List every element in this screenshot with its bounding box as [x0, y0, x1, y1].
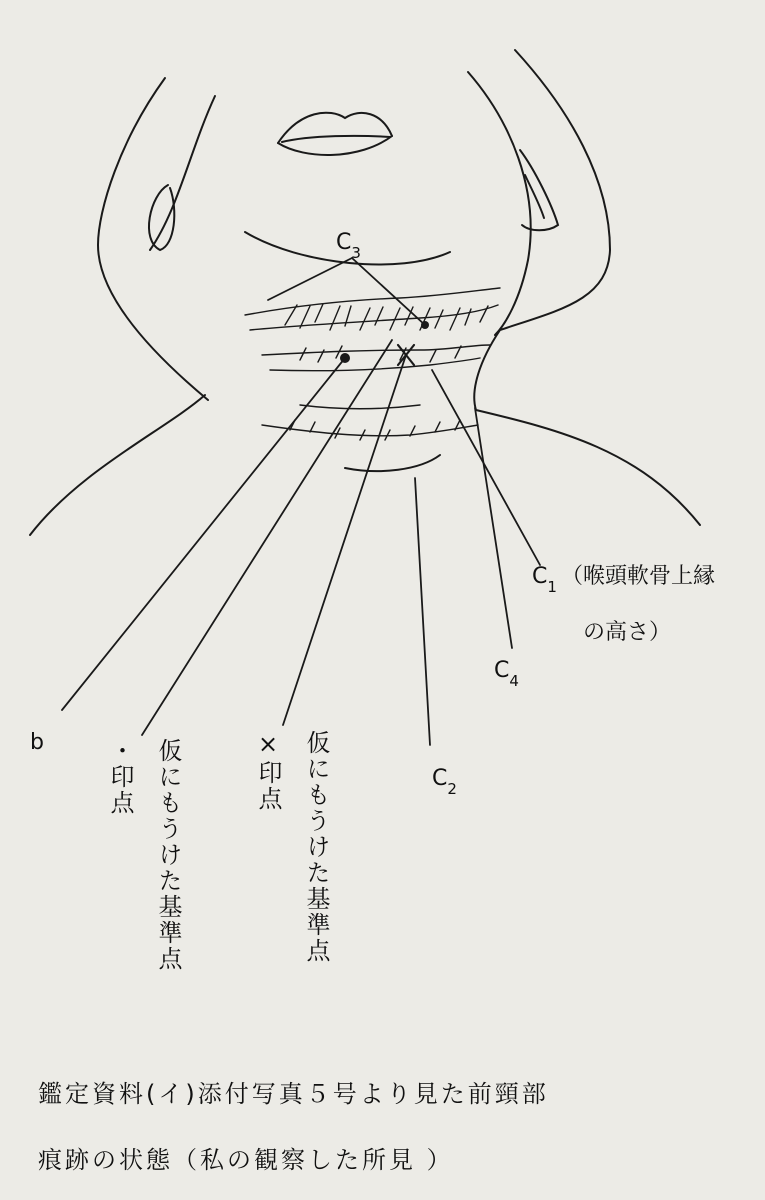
leader-c4 [475, 408, 512, 648]
label-c1: $C_1$ [532, 564, 557, 596]
label-c1-note-line2: の高さ） [583, 620, 672, 645]
leader-lines [62, 258, 540, 745]
leader-x-point [283, 355, 406, 725]
mark-area [245, 288, 500, 440]
neck-left [30, 395, 205, 535]
jaw-left [150, 96, 215, 250]
leader-c3-left [268, 258, 352, 300]
label-x-mark-symbol: ×印点 [254, 730, 282, 812]
leader-c3-right [352, 258, 425, 325]
face-outline-right [468, 72, 531, 335]
leader-b [62, 358, 345, 710]
label-c4: $C_4$ [494, 658, 519, 690]
caption-line-1: 鑑定資料(イ)添付写真５号より見た前頸部 [38, 1080, 549, 1108]
ear-left [149, 185, 174, 250]
label-dot-mark-text: 仮にもうけた基準点 [154, 738, 182, 972]
label-c1-note-line1: （喉頭軟骨上縁 [561, 564, 716, 589]
leader-c1 [432, 370, 540, 565]
leader-c2 [415, 478, 430, 745]
neck-right [474, 50, 700, 525]
label-b: b [30, 730, 44, 755]
caption-line-2: 痕跡の状態（私の観察した所見 ） [38, 1146, 454, 1174]
face-outline-left [98, 78, 208, 400]
label-dot-mark-symbol: ・印点 [106, 738, 134, 816]
label-c2: $C_2$ [432, 766, 457, 798]
label-x-mark-text: 仮にもうけた基準点 [302, 730, 330, 964]
leader-dot-point [142, 340, 392, 735]
neck-center-curve [345, 455, 440, 471]
label-c3: $C_3$ [336, 230, 361, 262]
lip-line [282, 136, 390, 142]
ear-right [520, 150, 558, 230]
